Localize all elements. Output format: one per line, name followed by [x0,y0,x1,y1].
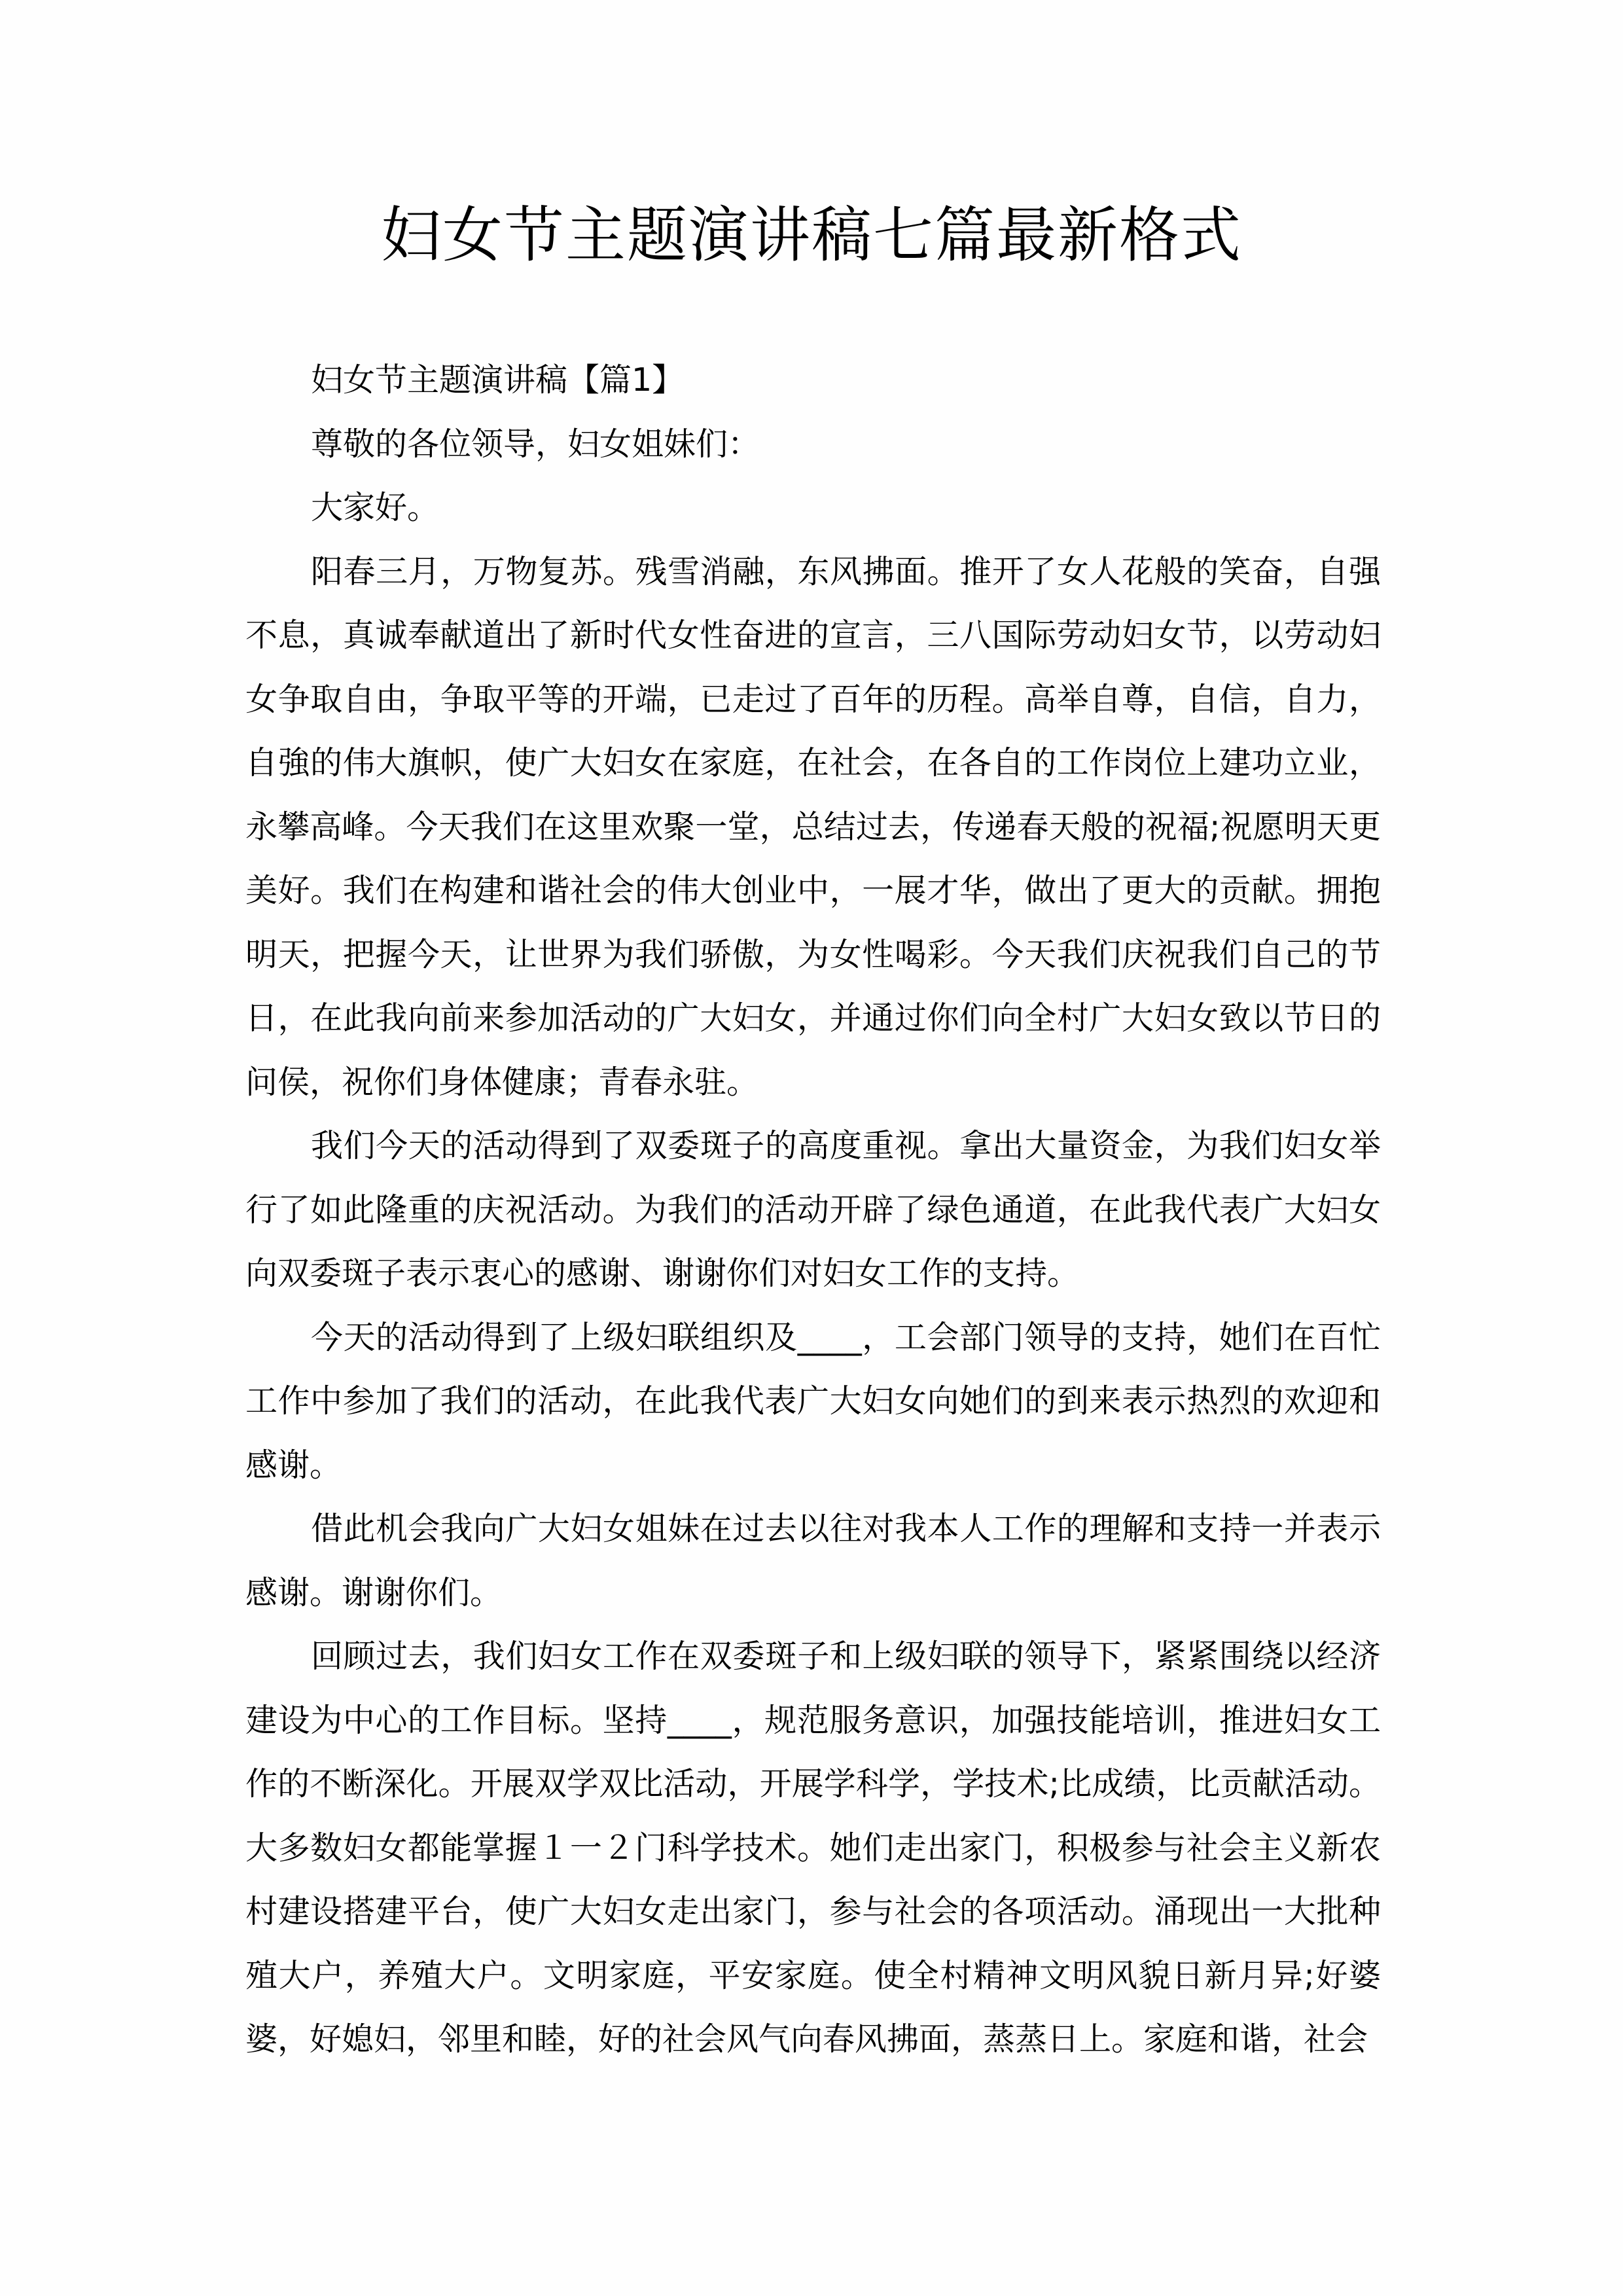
document-title: 妇女节主题演讲稿七篇最新格式 [380,200,1242,270]
document-body [245,348,1381,2072]
body-paragraph: 今天的活动得到了上级妇联组织及____，工会部门领导的支持，她们在百忙工作中参加了我们的活动，在此我代表广大妇女向她们的到来表示热烈的欢迎和感谢。 [245,1318,1381,1484]
body-paragraph: 阳春三月，万物复苏。残雪消融，东风拂面。推开了女人花般的笑奋，自强不息，真诚奉献道出了新时代女性奋进的宣言，三八国际劳动妇女节，以劳动妇女争取自由，争取平等的开端，已走过了百年的历程。高举自尊，自信，自力，自強的伟大旗帜，使广大妇女在家庭，在社会，在各自的工作岗位上建功立业，永攀高峰。今天我们在这里欢聚一堂，总结过去，传递春天般的祝福;祝愿明天更美好。我们在构建和谐社会的伟大创业中，一展才华，做出了更大的贡献。拥抱明天，把握今天，让世界为我们骄傲，为女性喝彩。今天我们庆祝我们自己的节日，在此我向前来参加活动的广大妇女，并通过你们向全村广大妇女致以节日的问侯，祝你们身体健康；青春永驻。 [245,552,1381,1101]
salutation-paragraph: 尊敬的各位领导，妇女姐妹们： [311,425,760,463]
body-paragraph: 我们今天的活动得到了双委斑子的高度重视。拿出大量资金，为我们妇女举行了如此隆重的庆祝活动。为我们的活动开辟了绿色通道，在此我代表广大妇女向双委斑子表示衷心的感谢、谢谢你们对妇女工作的支持。 [245,1127,1381,1292]
section-heading: 妇女节主题演讲稿【篇1】 [311,361,685,399]
body-paragraph: 借此机会我向广大妇女姐妹在过去以往对我本人工作的理解和支持一并表示感谢。谢谢你们。 [245,1510,1381,1611]
greeting-paragraph: 大家好。 [311,489,440,526]
body-paragraph: 回顾过去，我们妇女工作在双委斑子和上级妇联的领导下，紧紧围绕以经济建设为中心的工作目标。坚持____，规范服务意识，加强技能培训，推进妇女工作的不断深化。开展双学双比活动，开展学科学，学技术;比成绩，比贡献活动。大多数妇女都能掌握１一２门科学技术。她们走出家门，积极参与社会主义新农村建设搭建平台，使广大妇女走出家门，参与社会的各项活动。涌现出一大批种殖大户，养殖大户。文明家庭，平安家庭。使全村精神文明风貌日新月异;好婆婆，好媳妇，邻里和睦，好的社会风气向春风拂面，蒸蒸日上。家庭和谐，社会 [245,1638,1381,2058]
